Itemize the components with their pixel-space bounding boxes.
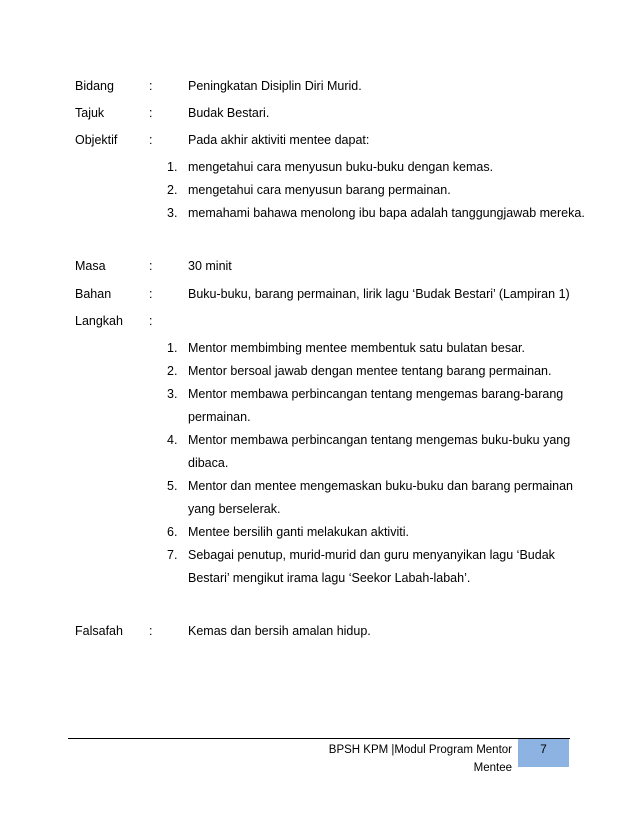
item-text: Sebagai penutup, murid-murid dan guru menyanyikan lagu ‘Budak — [188, 548, 555, 562]
field-label: Bahan — [75, 287, 112, 301]
item-number: 7. — [167, 548, 178, 562]
field-value: 30 minit — [188, 259, 232, 273]
item-number: 2. — [167, 364, 178, 378]
field-label: Tajuk — [75, 106, 105, 120]
field-label: Bidang — [75, 79, 114, 93]
footer-title: BPSH KPM |Modul Program Mentor Mentee — [328, 744, 512, 774]
field-colon: : — [149, 624, 153, 638]
field-colon: : — [149, 314, 153, 328]
field-value: Kemas dan bersih amalan hidup. — [188, 624, 371, 638]
item-text: memahami bahawa menolong ibu bapa adalah tanggungjawab mereka. — [188, 206, 585, 220]
field-value: Buku-buku, barang permainan, lirik lagu ‘Budak Bestari’ (Lampiran 1) — [188, 287, 570, 301]
item-number: 3. — [167, 206, 178, 220]
field-colon: : — [149, 259, 153, 273]
field-label: Objektif — [75, 133, 118, 147]
field-colon: : — [149, 79, 153, 93]
item-number: 6. — [167, 525, 178, 539]
item-number: 5. — [167, 479, 178, 493]
item-text: Mentee bersilih ganti melakukan aktiviti. — [188, 525, 409, 539]
field-colon: : — [149, 287, 153, 301]
item-text: Mentor bersoal jawab dengan mentee tentang barang permainan. — [188, 364, 552, 378]
item-text: Mentor dan mentee mengemaskan buku-buku dan barang permainan — [188, 479, 573, 493]
item-number: 1. — [167, 341, 178, 355]
field-label: Falsafah — [75, 624, 123, 638]
field-colon: : — [149, 106, 153, 120]
item-number: 3. — [167, 387, 178, 401]
field-label: Masa — [75, 259, 106, 273]
item-text: mengetahui cara menyusun buku-buku dengan kemas. — [188, 160, 494, 174]
field-value: Budak Bestari. — [188, 106, 270, 120]
field-value: Pada akhir aktiviti mentee dapat: — [188, 133, 370, 147]
page-number: 7 — [518, 739, 569, 767]
item-text: permainan. — [188, 410, 251, 424]
item-text: dibaca. — [188, 456, 229, 470]
item-text: Bestari’ mengikut irama lagu ‘Seekor Labah-labah’. — [188, 571, 471, 585]
item-text: yang berselerak. — [188, 502, 281, 516]
item-text: Mentor membawa perbincangan tentang mengemas barang-barang — [188, 387, 564, 401]
item-number: 1. — [167, 160, 178, 174]
item-number: 4. — [167, 433, 178, 447]
footer-divider — [68, 738, 570, 739]
field-label: Langkah — [75, 314, 123, 328]
item-text: Mentor membawa perbincangan tentang mengemas buku-buku yang — [188, 433, 571, 447]
item-number: 2. — [167, 183, 178, 197]
item-text: Mentor membimbing mentee membentuk satu bulatan besar. — [188, 341, 525, 355]
field-value: Peningkatan Disiplin Diri Murid. — [188, 79, 362, 93]
item-text: mengetahui cara menyusun barang permainan. — [188, 183, 451, 197]
field-colon: : — [149, 133, 153, 147]
